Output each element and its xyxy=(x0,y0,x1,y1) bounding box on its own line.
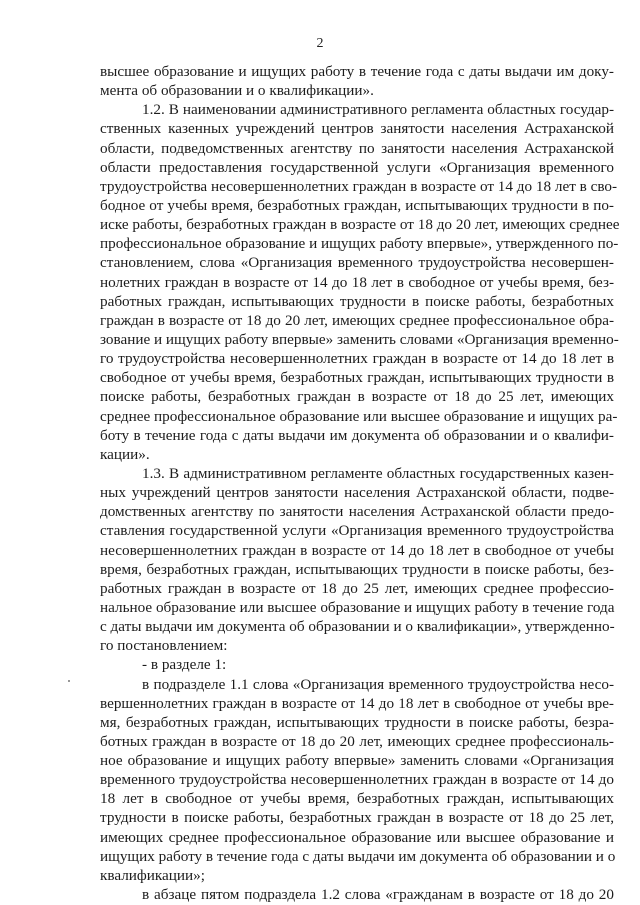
text-line: поиске работы, безработных граждан в возрасте от 18 до 25 лет, имеющих xyxy=(100,388,614,406)
text-line: имеющих среднее профессиональное образование или высшее образование и xyxy=(100,828,614,846)
text-line: го трудоустройства несовершеннолетних граждан в возрасте от 14 до 18 лет в xyxy=(100,350,614,368)
text-line: в подразделе 1.1 слова «Организация временного трудоустройства несо- xyxy=(142,675,614,693)
text-line: становлением, слова «Организация временного трудоустройства несовершен- xyxy=(100,254,614,272)
text-line: вершеннолетних граждан в возрасте от 14 до 18 лет в свободное от учебы вре- xyxy=(100,694,614,712)
text-line: 1.3. В административном регламенте областных государственных казен- xyxy=(142,464,614,482)
text-line: области, подведомственных агентству по занятости населения Астраханской xyxy=(100,139,614,157)
text-line: ставления государственной услуги «Организация временного трудоустройства xyxy=(100,522,614,540)
text-line: время, безработных граждан, испытывающих трудности в поиске работы, без- xyxy=(100,560,614,578)
text-line: нальное образование или высшее образование и ищущих работу в течение года xyxy=(100,598,615,616)
text-line: - в разделе 1: xyxy=(142,656,227,674)
text-line: квалификации»; xyxy=(100,866,205,884)
text-line: работных граждан в возрасте от 18 до 25 лет, имеющих среднее профессио- xyxy=(100,579,614,597)
text-line: в абзаце пятом подраздела 1.2 слова «гражданам в возрасте от 18 до 20 xyxy=(142,886,614,904)
text-line: иске работы, безработных граждан в возрасте от 18 до 20 лет, имеющих среднее xyxy=(100,216,620,234)
text-line: несовершеннолетних граждан в возрасте от 14 до 18 лет в свободное от учебы xyxy=(100,541,614,559)
text-line: ное образование и ищущих работу впервые» заменить словами «Организация xyxy=(100,752,614,770)
text-line: области предоставления государственной услуги «Организация временного xyxy=(100,158,614,176)
text-line: временного трудоустройства несовершеннолетних граждан в возрасте от 14 до xyxy=(100,771,614,789)
text-line: высшее образование и ищущих работу в течение года с даты выдачи им доку- xyxy=(100,63,614,80)
text-line: боту в течение года с даты выдачи им документа об образовании и о квалифи- xyxy=(100,426,614,444)
text-line: мя, безработных граждан, испытывающих трудности в поиске работы, безра- xyxy=(100,713,614,731)
text-line: с даты выдачи им документа об образовании и о квалификации», утвержденно- xyxy=(100,618,615,636)
text-line: бодное от учебы время, безработных граждан, испытывающих трудности в по- xyxy=(100,196,614,214)
text-line: 18 лет в свободное от учебы время, безработных граждан, испытывающих xyxy=(100,790,614,808)
text-line: граждан в возрасте от 18 до 20 лет, имеющих среднее профессиональное обра- xyxy=(100,311,614,329)
text-line: ных учреждений центров занятости населения Астраханской области, подве- xyxy=(100,484,614,502)
text-line: нолетних граждан в возрасте от 14 до 18 лет в свободное от учебы время, без- xyxy=(100,273,614,291)
document-body xyxy=(100,62,620,904)
text-line: домственных агентству по занятости населения Астраханской области предо- xyxy=(100,503,614,521)
text-line: работных граждан, испытывающих трудности в поиске работы, безработных xyxy=(100,292,614,310)
text-line: 1.2. В наименовании административного регламента областных государ- xyxy=(142,101,614,119)
text-line: го постановлением: xyxy=(100,637,228,655)
text-line: среднее профессиональное образование или высшее образование и ищущих ра- xyxy=(100,407,618,425)
text-line: ственных казенных учреждений центров занятости населения Астраханской xyxy=(100,120,614,138)
scan-speck xyxy=(68,680,70,682)
text-line: ищущих работу в течение года с даты выдачи им документа об образовании и о xyxy=(100,847,616,865)
text-line: кации». xyxy=(100,445,150,463)
text-line: свободное от учебы время, безработных граждан, испытывающих трудности в xyxy=(100,369,614,387)
text-line: трудности в поиске работы, безработных граждан в возрасте от 18 до 25 лет, xyxy=(100,809,614,827)
text-line: зование и ищущих работу впервые» заменить словами «Организация временно- xyxy=(100,330,619,348)
page-number: 2 xyxy=(316,36,324,51)
text-line: ботных граждан в возрасте от 18 до 20 лет, имеющих среднее профессиональ- xyxy=(100,732,614,750)
text-line: профессиональное образование и ищущих работу впервые», утвержденного по- xyxy=(100,235,619,253)
text-line: трудоустройства несовершеннолетних граждан в возрасте от 14 до 18 лет в сво- xyxy=(100,177,618,195)
text-line: мента об образовании и о квалификации». xyxy=(100,82,374,100)
